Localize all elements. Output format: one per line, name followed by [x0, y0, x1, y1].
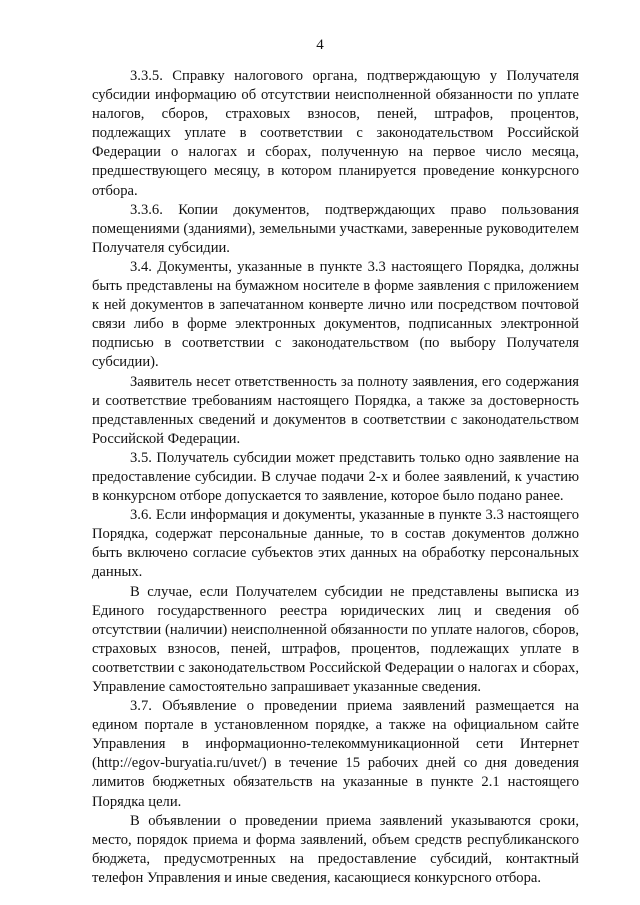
document-body [92, 67, 579, 888]
paragraph-3-7: 3.7. Объявление о проведении приема заявлений размещается на едином портале в установленном порядке, а также на официальном сайте Управления в информационно-телекоммуникационной сети Интернет (http://egov-buryatia.ru/uvet/) в течение 15 рабочих дней со дня доведения лимитов бюджетных обязательств на указанные в пункте 2.1 настоящего Порядка цели. [92, 698, 579, 810]
page-number: 4 [316, 37, 324, 53]
paragraph-3-6: 3.6. Если информация и документы, указанные в пункте 3.3 настоящего Порядка, содержат персональные данные, то в состав документов должно быть включено согласие субъектов этих данных на обработку персональных данных. [92, 507, 579, 581]
paragraph-applicant-responsibility: Заявитель несет ответственность за полноту заявления, его содержания и соответствие требованиям настоящего Порядка, а также за достоверность представленных сведений и документов в соответствии с законодательством Российской Федерации. [92, 373, 579, 447]
paragraph-missing-documents: В случае, если Получателем субсидии не представлены выписка из Единого государственного реестра юридических лиц и сведения об отсутствии (наличии) неисполненной обязанности по уплате налогов, сборов, страховых взносов, пеней, штрафов, процентов, подлежащих уплате в соответствии с законодательством Российской Федерации о налогах и сборах, Управление самостоятельно запрашивает указанные сведения. [92, 583, 579, 695]
paragraph-3-5: 3.5. Получатель субсидии может представить только одно заявление на предоставление субсидии. В случае подачи 2-х и более заявлений, к участию в конкурсном отборе допускается то заявление, которое было подано ранее. [92, 449, 579, 505]
paragraph-3-3-5: 3.3.5. Справку налогового органа, подтверждающую у Получателя субсидии информацию об отсутствии неисполненной обязанности по уплате налогов, сборов, страховых взносов, пеней, штрафов, процентов, подлежащих уплате в соответствии с законодательством Российской Федерации о налогах и сборах, полученную на первое число месяца, предшествующего месяцу, в котором планируется проведение конкурсного отбора. [92, 68, 579, 199]
paragraph-announcement-details: В объявлении о проведении приема заявлений указываются сроки, место, порядок приема и форма заявлений, объем средств республиканского бюджета, предусмотренных на предоставление субсидий, контактный телефон Управления и иные сведения, касающиеся конкурсного отбора. [92, 812, 579, 886]
paragraph-3-4: 3.4. Документы, указанные в пункте 3.3 настоящего Порядка, должны быть представлены на бумажном носителе в форме заявления с приложением к ней документов в запечатанном конверте лично или посредством почтовой связи либо в форме электронных документов, подписанных электронной подписью в соответствии с законодательством (по выбору Получателя субсидии). [92, 258, 579, 371]
paragraph-3-3-6: 3.3.6. Копии документов, подтверждающих право пользования помещениями (зданиями), земельными участками, заверенные руководителем Получателя субсидии. [92, 201, 579, 256]
